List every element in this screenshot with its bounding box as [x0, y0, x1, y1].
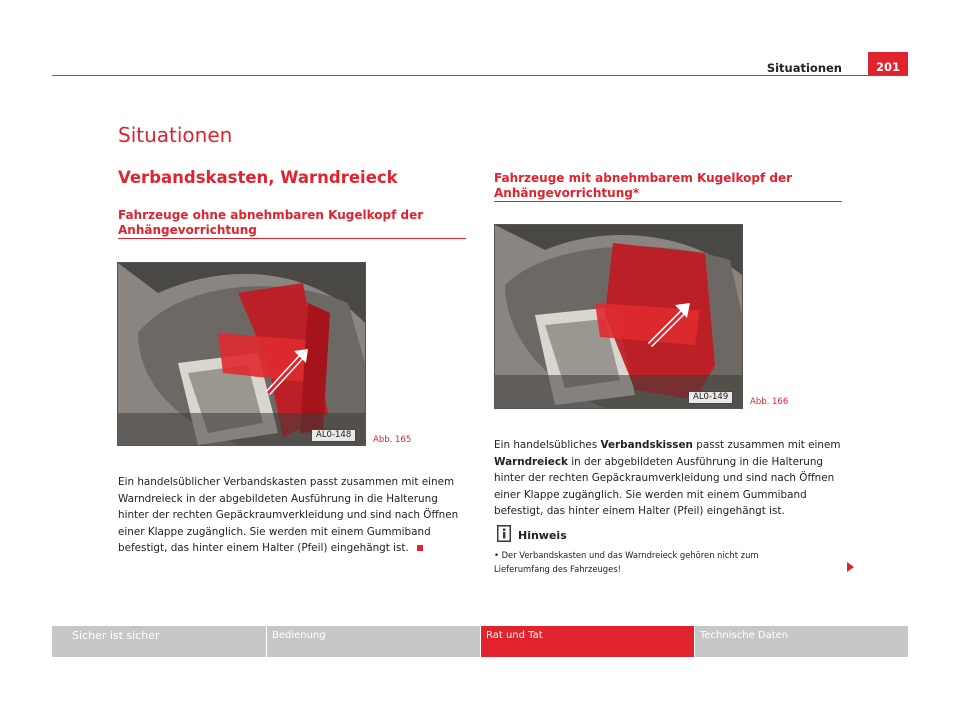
- right-subtitle-line2: Anhängevorrichtung*: [494, 186, 640, 200]
- left-text-line: Ein handelsüblicher Verbandskasten passt zusammen mit einem: [118, 476, 455, 488]
- right-text-line: hinter der rechten Gepäckraumverkleidung und sind nach Öffnen: [494, 472, 835, 484]
- note-title: Hinweis: [518, 529, 567, 542]
- main-title: Situationen: [118, 123, 233, 147]
- figure-166-code: AL0-149: [688, 391, 733, 404]
- note-line: Lieferumfang des Fahrzeuges!: [494, 564, 621, 574]
- left-subtitle-line1: Fahrzeuge ohne abnehmbaren Kugelkopf der: [118, 208, 424, 222]
- trunk-first-aid-kit-illustration: [495, 225, 742, 408]
- left-body-text: [118, 474, 478, 557]
- footer-tab-rat-und-tat[interactable]: Rat und Tat: [480, 626, 694, 657]
- right-subtitle-rule: [494, 201, 842, 202]
- left-text-line: Warndreieck in der abgebildeten Ausführung in die Halterung: [118, 492, 438, 505]
- info-hint-icon: [497, 525, 511, 542]
- header-rule: [52, 75, 908, 76]
- figure-165-code: AL0-148: [311, 429, 356, 442]
- left-text-line: hinter der rechten Gepäckraumverkleidung und sind nach Öffnen: [118, 509, 459, 521]
- right-subtitle-line1: Fahrzeuge mit abnehmbarem Kugelkopf der: [494, 171, 793, 185]
- right-body-text: [494, 437, 864, 520]
- figure-166-label: Abb. 166: [750, 397, 789, 407]
- note-box: [497, 525, 511, 546]
- footer-tab-technische-daten[interactable]: Technische Daten: [694, 626, 908, 657]
- right-text-line: befestigt, das hinter einem Halter (Pfeil) eingehängt ist.: [494, 505, 785, 517]
- right-text-line: Ein handelsübliches Verbandskissen passt zusammen mit einem: [494, 439, 841, 451]
- section-title: Verbandskasten, Warndreieck: [118, 168, 398, 187]
- note-line: • Der Verbandskasten und das Warndreieck gehören nicht zum: [494, 550, 759, 560]
- right-subtitle: [494, 171, 792, 201]
- right-text-line: Warndreieck in der abgebildeten Ausführung in die Halterung: [494, 455, 824, 468]
- footer-tab-bedienung[interactable]: Bedienung: [266, 626, 480, 657]
- section-end-marker: [417, 545, 423, 551]
- figure-166-image: [494, 224, 743, 409]
- running-header-title: Situationen: [766, 61, 842, 75]
- footer-tab-sicher-ist-sicher[interactable]: Sicher ist sicher: [52, 626, 266, 657]
- left-text-line: einer Klappe zugänglich. Sie werden mit einem Gummiband: [118, 525, 431, 538]
- next-page-arrow-icon[interactable]: [847, 562, 854, 572]
- page-number: 201: [868, 52, 908, 76]
- footer-nav: [52, 626, 908, 657]
- figure-165-image: [117, 262, 366, 446]
- trunk-compartment-illustration: [118, 263, 365, 445]
- left-subtitle-line2: Anhängevorrichtung: [118, 223, 257, 237]
- left-subtitle-rule: [118, 238, 466, 239]
- left-subtitle: [118, 208, 423, 238]
- figure-165-label: Abb. 165: [373, 435, 412, 445]
- left-text-line-last: [118, 540, 478, 557]
- right-text-line: einer Klappe zugänglich. Sie werden mit einem Gummiband: [494, 488, 807, 501]
- left-text-line: befestigt, das hinter einem Halter (Pfeil) eingehängt ist.: [118, 542, 409, 554]
- note-text: [494, 548, 854, 576]
